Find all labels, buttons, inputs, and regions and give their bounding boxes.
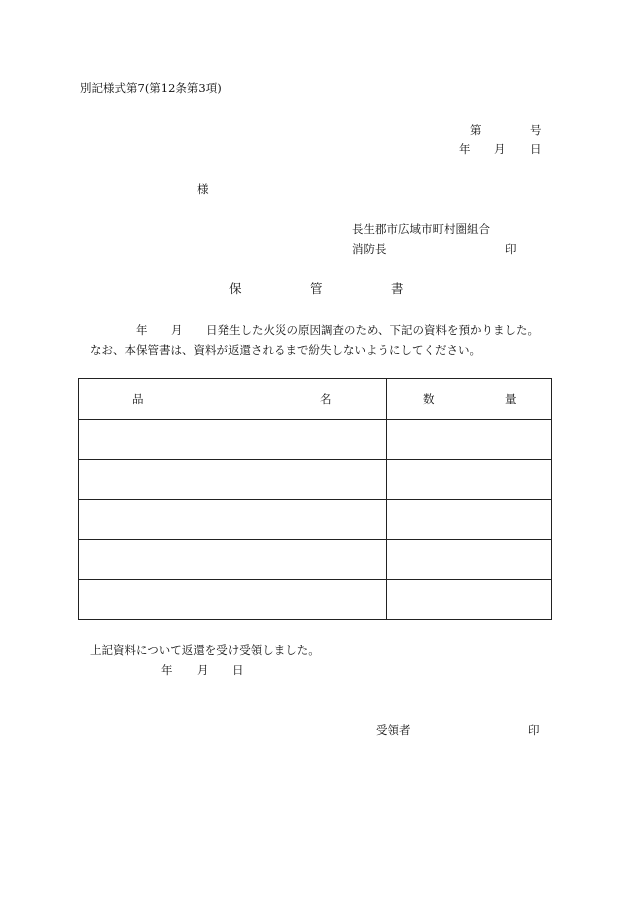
quantity-cell[interactable] [387, 500, 551, 540]
quantity-cell[interactable] [387, 420, 551, 460]
body-line-1: 日発生した火災の原因調査のため、下記の資料を預かりました。 [206, 323, 540, 337]
body-line-2: なお、本保管書は、資料が返還されるまで紛失しないようにしてください。 [90, 343, 481, 357]
table-row [79, 420, 551, 460]
quantity-cell[interactable] [387, 580, 551, 620]
item-name-cell[interactable] [79, 420, 386, 460]
table-row [79, 540, 551, 580]
receipt-year: 年 [161, 663, 173, 677]
date-day: 日 [530, 142, 542, 156]
receipt-day: 日 [232, 663, 244, 677]
doc-number-dai: 第 [470, 123, 482, 137]
item-name-cell[interactable] [79, 500, 386, 540]
receiver-seal: 印 [528, 723, 540, 737]
doc-title-char-3: 書 [391, 281, 404, 296]
table-row [79, 580, 551, 620]
table-row [79, 460, 551, 500]
header-quantity-char-2: 量 [505, 392, 517, 406]
items-table [78, 378, 552, 620]
quantity-cell[interactable] [387, 460, 551, 500]
body-year: 年 [136, 323, 148, 337]
form-reference: 別記様式第7(第12条第3項) [80, 81, 222, 95]
addressee-suffix: 様 [197, 182, 209, 196]
item-name-cell[interactable] [79, 460, 386, 500]
header-quantity-char-1: 数 [423, 392, 435, 406]
body-month: 月 [171, 323, 183, 337]
header-quantity [387, 379, 551, 419]
issuer-title: 消防長 [352, 242, 387, 256]
receiver-label: 受領者 [376, 723, 411, 737]
receipt-text: 上記資料について返還を受け受領しました。 [90, 643, 320, 657]
date-month: 月 [494, 142, 506, 156]
date-year: 年 [459, 142, 471, 156]
doc-number-go: 号 [530, 123, 542, 137]
header-item-name-char-1: 品 [132, 392, 144, 406]
issuer-organization: 長生郡市広域市町村圏組合 [352, 222, 490, 236]
header-item-name [79, 379, 386, 419]
doc-title-char-1: 保 [229, 281, 242, 296]
item-name-cell[interactable] [79, 580, 386, 620]
receipt-month: 月 [197, 663, 209, 677]
header-item-name-char-2: 名 [320, 392, 332, 406]
quantity-cell[interactable] [387, 540, 551, 580]
issuer-seal: 印 [505, 242, 517, 256]
doc-title-char-2: 管 [310, 281, 323, 296]
item-name-cell[interactable] [79, 540, 386, 580]
table-row [79, 500, 551, 540]
table-header-row [79, 379, 551, 419]
